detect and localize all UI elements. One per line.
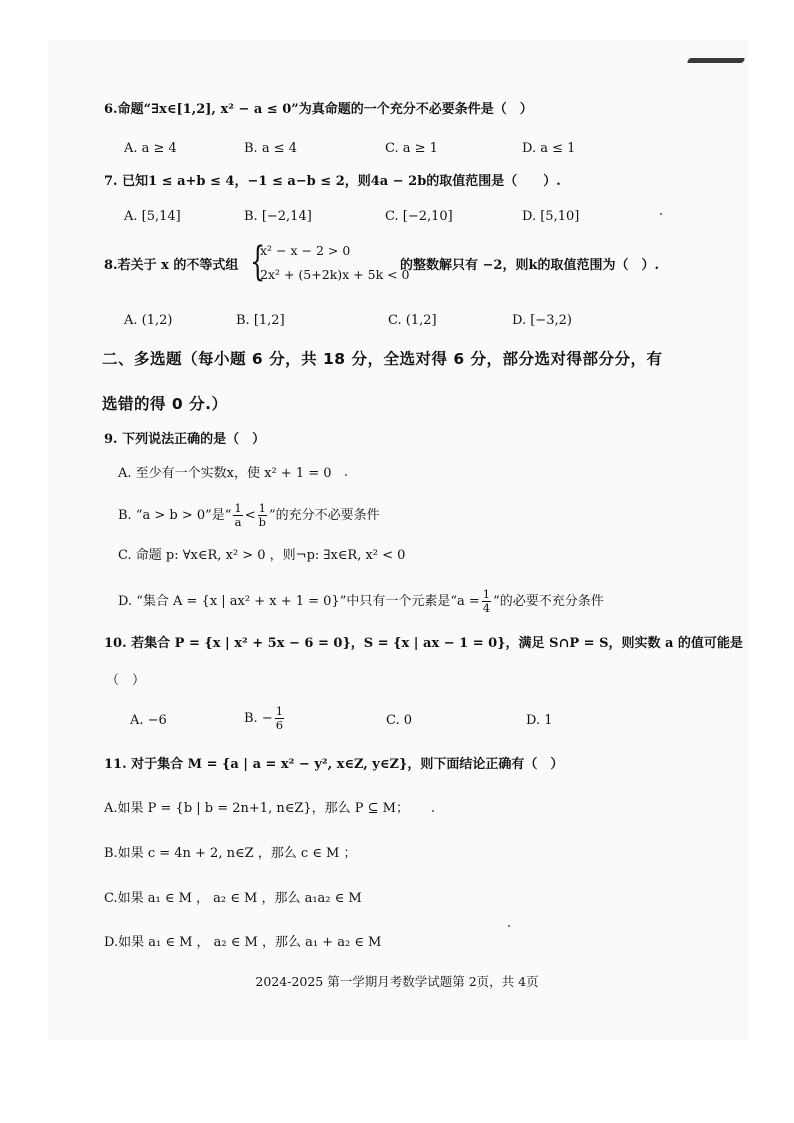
option-b-prefix: B. “a > b > 0”是“: [118, 508, 232, 523]
question-6-option-d[interactable]: D. a ≤ 1: [522, 141, 576, 156]
fraction-1-over-a: [233, 502, 242, 529]
question-6-option-b[interactable]: B. a ≤ 4: [244, 141, 297, 156]
option-d-suffix: ”的必要不充分条件: [493, 594, 604, 609]
scan-speck: [660, 213, 662, 215]
option-b-suffix: ”的充分不必要条件: [268, 508, 380, 523]
numerator: 1: [275, 704, 284, 718]
question-8-option-a[interactable]: A. (1,2): [124, 313, 173, 328]
question-8-option-d[interactable]: D. [−3,2): [512, 313, 572, 328]
question-10-option-d[interactable]: D. 1: [526, 713, 553, 728]
page-footer: 2024-2025 第一学期月考数学试题第 2页，共 4页: [255, 974, 539, 989]
section-2-heading-cont: 选错的得 0 分.）: [102, 395, 228, 413]
question-7-option-a[interactable]: A. [5,14]: [124, 209, 181, 224]
denominator: a: [234, 515, 242, 529]
question-9-option-a[interactable]: A. 至少有一个实数x，使 x² + 1 = 0: [118, 466, 332, 481]
question-7-option-d[interactable]: D. [5,10]: [522, 209, 580, 224]
scan-speck: [432, 810, 434, 812]
option-d-prefix: D. “集合 A = {x | ax² + x + 1 = 0}”中只有一个元素是“a =: [118, 594, 480, 609]
inequality-system: [250, 239, 410, 289]
question-7-option-c[interactable]: C. [−2,10]: [385, 209, 453, 224]
question-6-option-a[interactable]: A. a ≥ 4: [124, 141, 177, 156]
denominator: 6: [275, 718, 284, 732]
question-10-option-b[interactable]: [244, 705, 286, 732]
question-6-option-c[interactable]: C. a ≥ 1: [385, 141, 438, 156]
question-8-suffix: 的整数解只有 −2，则k的取值范围为（ ）.: [400, 258, 659, 273]
question-10-stem: 10. 若集合 P = {x | x² + 5x − 6 = 0}，S = {x | ax − 1 = 0}，满足 S∩P = S，则实数 a 的值可能是: [104, 636, 743, 651]
question-9-option-d[interactable]: [118, 588, 604, 615]
inequality-2: 2x² + (5+2k)x + 5k < 0: [260, 267, 410, 282]
denominator: 4: [482, 601, 491, 615]
question-10-option-c[interactable]: C. 0: [386, 713, 413, 728]
question-11-option-a[interactable]: A.如果 P = {b | b = 2n+1, n∈Z}，那么 P ⊆ M；: [104, 801, 409, 816]
fraction-1-over-6: [275, 705, 284, 732]
question-9-stem: 9. 下列说法正确的是（ ）: [104, 432, 266, 447]
question-9-option-c[interactable]: C. 命题 p: ∀x∈R, x² > 0 ，则¬p: ∃x∈R, x² < 0: [118, 548, 406, 563]
question-10-option-a[interactable]: A. −6: [130, 713, 167, 728]
question-7-stem: 7. 已知1 ≤ a+b ≤ 4，−1 ≤ a−b ≤ 2，则4a − 2b的取值范围是（ ）.: [104, 174, 561, 189]
question-9-option-b[interactable]: [118, 502, 380, 529]
question-11-option-c[interactable]: C.如果 a₁ ∈ M ， a₂ ∈ M ，那么 a₁a₂ ∈ M: [104, 891, 362, 906]
question-11-stem: 11. 对于集合 M = {a | a = x² − y², x∈Z, y∈Z}，则下面结论正确有（ ）: [104, 757, 564, 772]
fraction-1-over-b: [258, 502, 267, 529]
fraction-1-over-4: [482, 588, 491, 615]
section-2-heading: 二、多选题（每小题 6 分，共 18 分，全选对得 6 分，部分选对得部分分，有: [102, 350, 663, 368]
less-than: <: [244, 508, 256, 523]
scan-mark: [687, 58, 746, 63]
question-8-prefix: 8.若关于 x 的不等式组: [104, 258, 239, 273]
option-b-prefix: B. −: [244, 711, 273, 726]
scan-speck: [508, 925, 510, 927]
numerator: 1: [482, 587, 491, 601]
numerator: 1: [258, 501, 266, 515]
question-7-option-b[interactable]: B. [−2,14]: [244, 209, 312, 224]
question-11-option-b[interactable]: B.如果 c = 4n + 2, n∈Z ，那么 c ∈ M ；: [104, 846, 357, 861]
scan-speck: [345, 474, 347, 476]
numerator: 1: [234, 501, 242, 515]
question-6-stem: 6.命题“∃x∈[1,2], x² − a ≤ 0”为真命题的一个充分不必要条件是（ ）: [104, 102, 533, 117]
denominator: b: [258, 515, 266, 529]
question-8-option-b[interactable]: B. [1,2]: [236, 313, 285, 328]
question-10-paren: （ ）: [106, 673, 146, 688]
inequality-1: x² − x − 2 > 0: [260, 243, 351, 258]
left-brace: {: [250, 239, 266, 285]
question-11-option-d[interactable]: D.如果 a₁ ∈ M ， a₂ ∈ M ，那么 a₁ + a₂ ∈ M: [104, 935, 382, 950]
question-8-option-c[interactable]: C. (1,2]: [388, 313, 437, 328]
